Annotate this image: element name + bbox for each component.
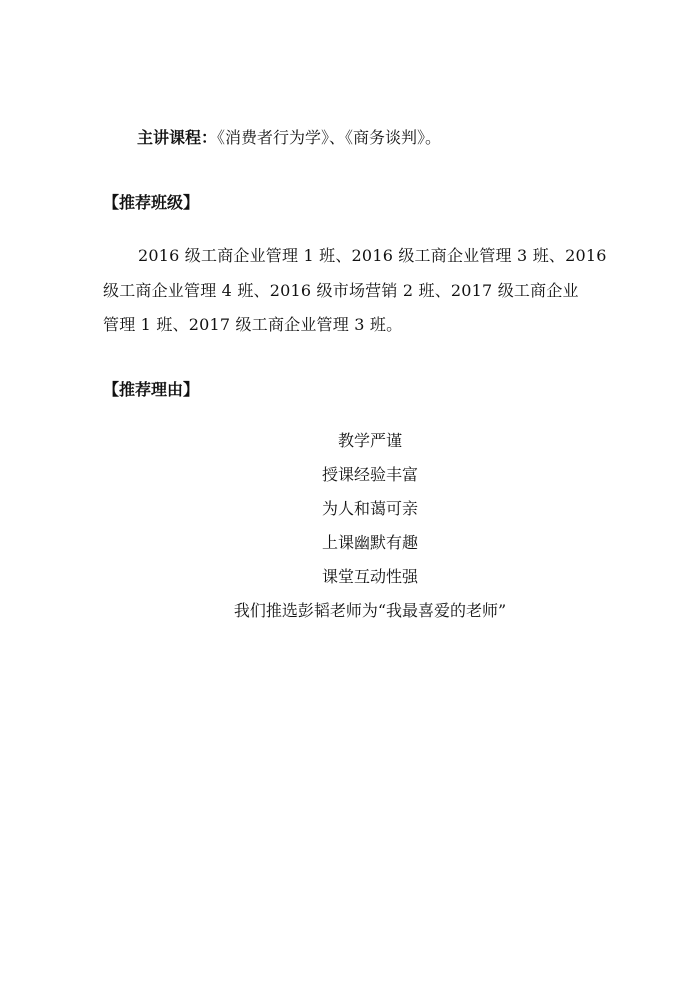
course-line (137, 128, 441, 148)
reason-list (0, 431, 700, 635)
class-list-line: 2016 级工商企业管理 1 班、2016 级工商企业管理 3 班、2016 (138, 246, 607, 265)
class-list-line: 级工商企业管理 4 班、2016 级市场营销 2 班、2017 级工商企业 (103, 281, 579, 300)
course-label: 主讲课程： (137, 128, 218, 147)
course-value: 《消费者行为学》、《商务谈判》。 (217, 128, 442, 147)
reason-heading: 【推荐理由】 (103, 380, 200, 399)
reason-item: 教学严谨 (337, 431, 402, 450)
reason-item: 上课幽默有趣 (321, 533, 418, 552)
class-heading: 【推荐班级】 (103, 193, 200, 212)
class-list-line: 管理 1 班、2017 级工商企业管理 3 班。 (103, 315, 403, 334)
reason-item: 课堂互动性强 (321, 567, 418, 586)
reason-item: 为人和蔼可亲 (321, 499, 418, 518)
reason-item: 授课经验丰富 (321, 465, 418, 484)
reason-conclusion: 我们推选彭韬老师为“我最喜爱的老师” (233, 601, 507, 620)
